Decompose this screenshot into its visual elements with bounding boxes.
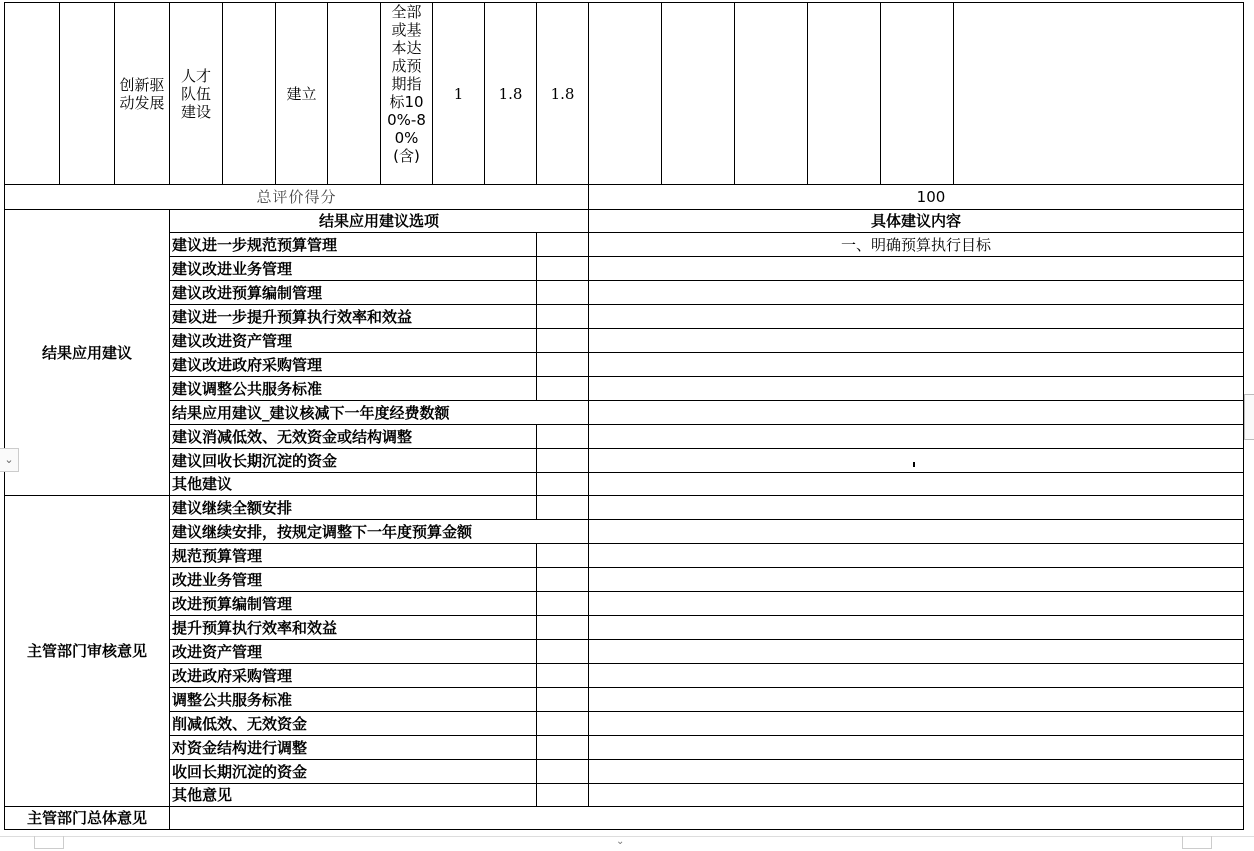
review-content[interactable] [589, 544, 1244, 568]
result-option-check[interactable] [537, 281, 589, 305]
review-option[interactable]: 对资金结构进行调整 [170, 736, 537, 760]
review-content[interactable] [589, 736, 1244, 760]
review-option-check[interactable] [537, 784, 589, 807]
review-option-row [5, 784, 1244, 807]
cell-empty[interactable] [5, 3, 60, 185]
overall-row [5, 807, 1244, 830]
cell-mark [913, 462, 915, 467]
horizontal-scrollbar[interactable] [0, 836, 1254, 851]
weight-cell[interactable]: 1 [433, 3, 485, 185]
review-option-check[interactable] [537, 736, 589, 760]
standard-cell[interactable] [381, 3, 433, 185]
content-header[interactable]: 具体建议内容 [589, 210, 1244, 233]
review-option-check[interactable] [537, 712, 589, 736]
result-option-row [5, 233, 1244, 257]
review-content[interactable] [589, 640, 1244, 664]
standard-text: 全部或基本达成预期指标100%-80%(含) [387, 3, 426, 165]
result-option-row [5, 353, 1244, 377]
result-content[interactable] [589, 353, 1244, 377]
overall-label[interactable]: 主管部门总体意见 [5, 807, 170, 830]
category-cell[interactable]: 创新驱动发展 [115, 3, 170, 185]
result-option-row [5, 401, 1244, 425]
result-option-check[interactable] [537, 473, 589, 496]
result-option[interactable]: 建议消减低效、无效资金或结构调整 [170, 425, 537, 449]
result-content[interactable]: 一、明确预算执行目标 [589, 233, 1244, 257]
review-content[interactable] [589, 520, 1244, 544]
review-option-check[interactable] [537, 688, 589, 712]
cell-empty[interactable] [328, 3, 381, 185]
review-option-check[interactable] [537, 640, 589, 664]
total-value-text: 100 [916, 188, 946, 206]
review-option-row [5, 592, 1244, 616]
review-option[interactable]: 其他意见 [170, 784, 537, 807]
result-option-check[interactable] [537, 377, 589, 401]
result-header-row [5, 210, 1244, 233]
options-header[interactable]: 结果应用建议选项 [170, 210, 589, 233]
result-option-check[interactable] [537, 425, 589, 449]
review-option-row [5, 568, 1244, 592]
indicator-cell[interactable]: 建立 [276, 3, 328, 185]
result-option-check[interactable] [537, 305, 589, 329]
review-content[interactable] [589, 760, 1244, 784]
total-value[interactable] [589, 185, 1244, 210]
result-content[interactable] [589, 305, 1244, 329]
review-option[interactable]: 建议继续安排，按规定调整下一年度预算金额 [170, 520, 589, 544]
cell-empty[interactable] [60, 3, 115, 185]
result-option-check[interactable] [537, 449, 589, 473]
scroll-grip-icon: ⌄ [616, 836, 625, 847]
review-option[interactable]: 削减低效、无效资金 [170, 712, 537, 736]
result-option-check[interactable] [537, 329, 589, 353]
review-content[interactable] [589, 592, 1244, 616]
cell-empty[interactable] [662, 3, 735, 185]
result-option[interactable]: 建议改进业务管理 [170, 257, 537, 281]
review-option-row [5, 688, 1244, 712]
result-option-check[interactable] [537, 233, 589, 257]
review-option-row [5, 760, 1244, 784]
review-option[interactable]: 提升预算执行效率和效益 [170, 616, 537, 640]
review-option-check[interactable] [537, 544, 589, 568]
review-option[interactable]: 调整公共服务标准 [170, 688, 537, 712]
result-option[interactable]: 其他建议 [170, 473, 537, 496]
scrollbar-handle[interactable] [1244, 394, 1254, 440]
review-content[interactable] [589, 688, 1244, 712]
cell-empty[interactable] [881, 3, 954, 185]
result-option-row [5, 377, 1244, 401]
result-option-row [5, 329, 1244, 353]
result-section-label[interactable]: 结果应用建议 [5, 210, 170, 496]
result-option-row [5, 425, 1244, 449]
review-content[interactable] [589, 496, 1244, 520]
evaluation-table [4, 2, 1244, 830]
result-content[interactable] [589, 425, 1244, 449]
result-option-check[interactable] [537, 353, 589, 377]
review-option[interactable]: 改进资产管理 [170, 640, 537, 664]
result-option[interactable]: 建议调整公共服务标准 [170, 377, 537, 401]
result-content[interactable] [589, 473, 1244, 496]
result-content[interactable] [589, 329, 1244, 353]
indicator-row [5, 3, 1244, 185]
review-option[interactable]: 收回长期沉淀的资金 [170, 760, 537, 784]
review-content[interactable] [589, 664, 1244, 688]
result-option-row [5, 305, 1244, 329]
result-content[interactable] [589, 449, 1244, 473]
review-content[interactable] [589, 712, 1244, 736]
review-option[interactable]: 改进业务管理 [170, 568, 537, 592]
review-content[interactable] [589, 784, 1244, 807]
review-section-label[interactable]: 主管部门审核意见 [5, 496, 170, 807]
scroll-right-button[interactable] [1182, 836, 1212, 849]
result-option-row [5, 473, 1244, 496]
result-option[interactable]: 建议回收长期沉淀的资金 [170, 449, 537, 473]
spreadsheet [4, 2, 1244, 830]
score2-cell[interactable]: 1.8 [537, 3, 589, 185]
score1-cell[interactable]: 1.8 [485, 3, 537, 185]
result-option-check[interactable] [537, 257, 589, 281]
review-option-check[interactable] [537, 760, 589, 784]
total-row [5, 185, 1244, 210]
review-option[interactable]: 规范预算管理 [170, 544, 537, 568]
review-option-row [5, 640, 1244, 664]
review-option-check[interactable] [537, 568, 589, 592]
result-option-row [5, 257, 1244, 281]
result-content[interactable] [589, 281, 1244, 305]
subcategory-cell[interactable]: 人才队伍建设 [170, 3, 223, 185]
review-option[interactable]: 改进预算编制管理 [170, 592, 537, 616]
result-option-row [5, 449, 1244, 473]
review-option-check[interactable] [537, 496, 589, 520]
review-option-check[interactable] [537, 592, 589, 616]
review-option-row [5, 712, 1244, 736]
review-option[interactable]: 改进政府采购管理 [170, 664, 537, 688]
cell-empty[interactable] [808, 3, 881, 185]
result-option[interactable]: 建议改进资产管理 [170, 329, 537, 353]
review-option-check[interactable] [537, 616, 589, 640]
review-option-row [5, 520, 1244, 544]
cell-empty[interactable] [954, 3, 1244, 185]
review-option-check[interactable] [537, 664, 589, 688]
result-option[interactable]: 建议改进政府采购管理 [170, 353, 537, 377]
result-option[interactable]: 建议进一步规范预算管理 [170, 233, 537, 257]
review-option-row [5, 616, 1244, 640]
cell-empty[interactable] [735, 3, 808, 185]
chevron-down-icon[interactable]: ⌄ [0, 448, 19, 472]
review-option[interactable]: 建议继续全额安排 [170, 496, 537, 520]
total-label[interactable]: 总评价得分 [5, 185, 589, 210]
review-content[interactable] [589, 616, 1244, 640]
scroll-left-button[interactable] [34, 836, 64, 849]
result-option[interactable]: 结果应用建议_建议核减下一年度经费数额 [170, 401, 589, 425]
overall-content[interactable] [170, 807, 1244, 830]
result-option[interactable]: 建议进一步提升预算执行效率和效益 [170, 305, 537, 329]
review-content[interactable] [589, 568, 1244, 592]
result-option[interactable]: 建议改进预算编制管理 [170, 281, 537, 305]
result-content[interactable] [589, 401, 1244, 425]
review-option-row [5, 736, 1244, 760]
cell-empty[interactable] [589, 3, 662, 185]
result-content[interactable] [589, 377, 1244, 401]
review-option-row [5, 544, 1244, 568]
cell-empty[interactable] [223, 3, 276, 185]
result-content[interactable] [589, 257, 1244, 281]
result-option-row [5, 281, 1244, 305]
review-option-row [5, 496, 1244, 520]
review-option-row [5, 664, 1244, 688]
